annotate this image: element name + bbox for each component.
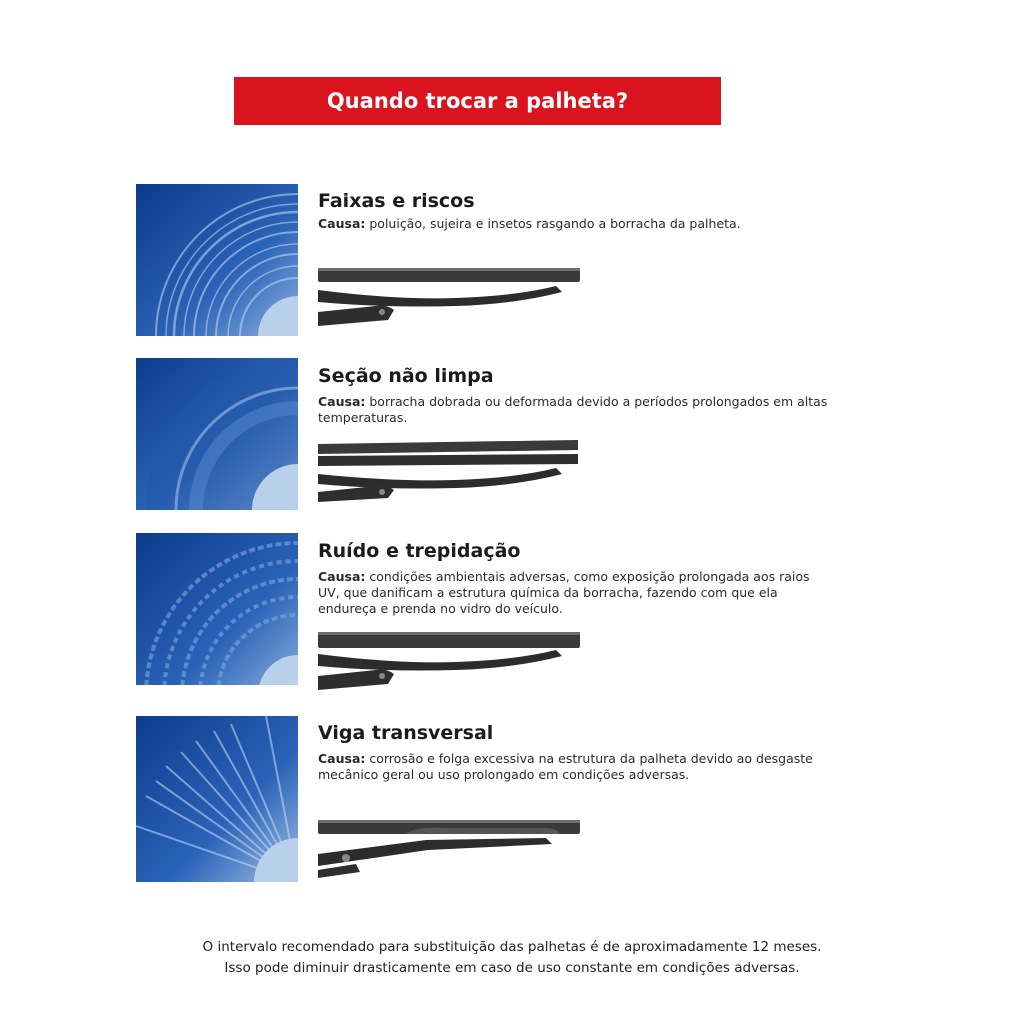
unwiped-section-illustration bbox=[136, 358, 298, 510]
noise-chatter-illustration bbox=[136, 533, 298, 685]
section-title: Faixas e riscos bbox=[318, 190, 475, 212]
wiper-blade-icon bbox=[316, 264, 582, 334]
section-cause bbox=[318, 394, 858, 426]
crossbeam-illustration bbox=[136, 716, 298, 882]
cause-label: Causa: bbox=[318, 569, 366, 584]
footer-line-1: O intervalo recomendado para substituição das palhetas é de aproximadamente 12 meses. bbox=[202, 939, 822, 955]
cause-text: corrosão e folga excessiva na estrutura da palheta devido ao desgaste mecânico geral ou uso prolongado em condições adversas. bbox=[318, 751, 813, 782]
header-banner bbox=[234, 77, 721, 125]
cause-label: Causa: bbox=[318, 751, 366, 766]
wiper-blade-icon bbox=[316, 436, 582, 506]
footer-line-2: Isso pode diminuir drasticamente em caso de uso constante em condições adversas. bbox=[224, 960, 800, 976]
cause-label: Causa: bbox=[318, 216, 366, 231]
cause-text: poluição, sujeira e insetos rasgando a borracha da palheta. bbox=[365, 216, 741, 231]
section-cause bbox=[318, 569, 818, 617]
wiper-blade-icon bbox=[316, 814, 582, 884]
cause-text: condições ambientais adversas, como exposição prolongada aos raios UV, que danificam a estrutura química da borracha, fazendo com que ela endureça e prenda no vidro do veículo. bbox=[318, 569, 810, 616]
section-title: Ruído e trepidação bbox=[318, 540, 521, 562]
section-cause bbox=[318, 216, 858, 232]
cause-text: borracha dobrada ou deformada devido a períodos prolongados em altas temperaturas. bbox=[318, 394, 828, 425]
section-title: Viga transversal bbox=[318, 722, 494, 744]
section-cause bbox=[318, 751, 858, 783]
page-title: Quando trocar a palheta? bbox=[326, 89, 629, 113]
section-title: Seção não limpa bbox=[318, 365, 494, 387]
streaks-illustration bbox=[136, 184, 298, 336]
wiper-blade-icon bbox=[316, 628, 582, 698]
cause-label: Causa: bbox=[318, 394, 366, 409]
footer-note bbox=[0, 937, 1024, 979]
